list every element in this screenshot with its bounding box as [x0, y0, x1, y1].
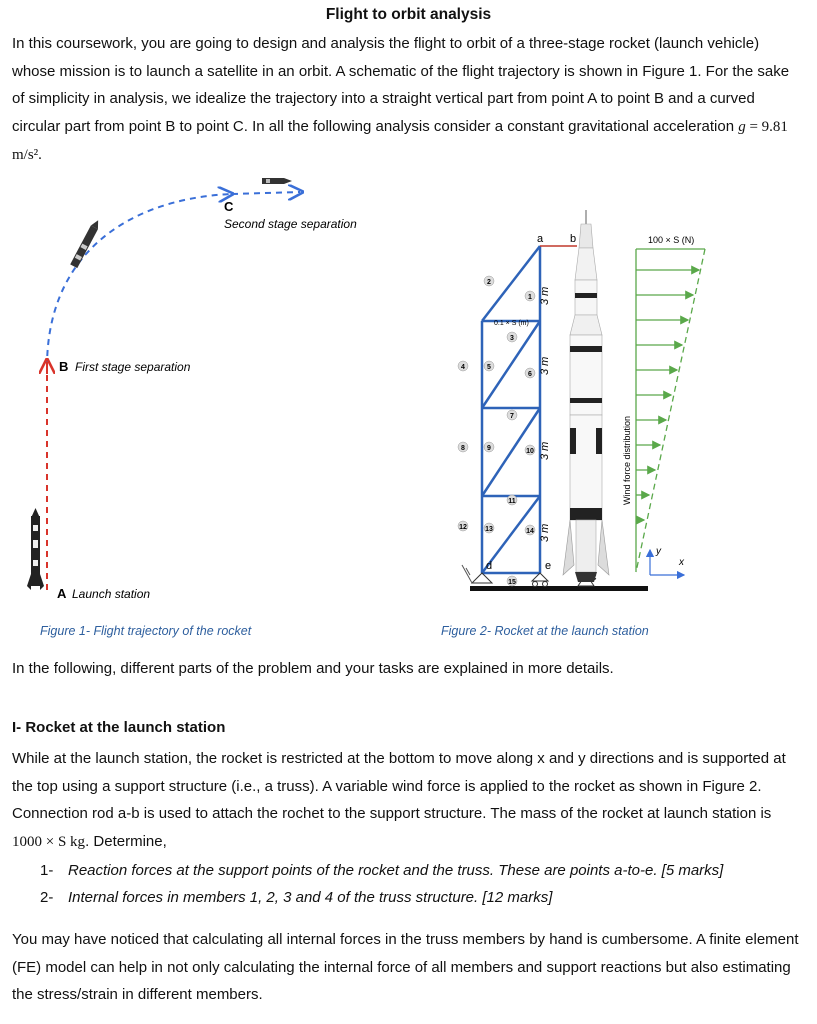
task-list — [40, 857, 810, 911]
node-d: d — [486, 560, 493, 572]
g-symbol: g — [738, 118, 746, 135]
height-label-4: 3 m — [539, 523, 551, 542]
g-value: = 9.81 m/s². — [12, 118, 788, 163]
section1-paragraph — [12, 745, 802, 856]
coordinate-axes — [650, 546, 685, 575]
figure1-trajectory — [27, 178, 357, 638]
member-10: 10 — [526, 448, 534, 455]
wind-top-label: 100 × S (N) — [648, 235, 695, 245]
upper-stage-icon — [262, 178, 292, 184]
member-4: 4 — [461, 364, 465, 371]
height-label-2: 3 m — [539, 356, 551, 375]
following-text: In the following, different parts of the problem and your tasks are explained in more details. — [12, 660, 614, 677]
mass-value: 1000 × S kg — [12, 833, 86, 850]
section1-heading: I- Rocket at the launch station — [12, 719, 226, 736]
member-15: 15 — [508, 579, 516, 586]
axis-y-label: y — [656, 546, 661, 557]
axis-x-label: x — [679, 557, 684, 568]
wind-axis-label: Wind force distribution — [622, 415, 632, 505]
task-item-1 — [40, 857, 810, 884]
rocket-launch-icon — [27, 508, 44, 590]
node-a: a — [537, 233, 544, 245]
height-label-3: 3 m — [539, 441, 551, 460]
task-1-text: Reaction forces at the support points of the rocket and the truss. These are points a-to-e. [5 marks] — [68, 862, 724, 879]
intro-text: In this coursework, you are going to design and analysis the flight to orbit of a three-stage rocket (launch vehicle) whose mission is to launch a satellite in an orbit. A schematic of the flight trajectory is shown in Figure 1. For the sake of simplicity in analysis, we idealize the trajectory into a straight vertical part from point A to point B and a curved circular part from point B to point C. In all the following analysis consider a constant gravitational acceleration — [12, 35, 790, 135]
member-13: 13 — [485, 526, 493, 533]
member-1: 1 — [528, 294, 532, 301]
member-3: 3 — [510, 335, 514, 342]
member-11: 11 — [508, 498, 516, 505]
figure2-launch-station — [441, 210, 705, 638]
height-label-1: 3 m — [539, 286, 551, 305]
node-b: b — [570, 233, 577, 245]
member-9: 9 — [487, 445, 491, 452]
figure2-caption: Figure 2- Rocket at the launch station — [441, 624, 649, 638]
node-e: e — [545, 560, 552, 572]
label-c-text: Second stage separation — [224, 217, 357, 231]
page-title: Flight to orbit analysis — [325, 6, 492, 23]
member-14: 14 — [526, 528, 534, 535]
fe-paragraph: You may have noticed that calculating all internal forces in the truss members by hand is cumbersome. A finite element (FE) model can help in not only calculating the internal force of all members and support reactions but also estimating the stress/strain in different members. — [12, 931, 799, 1003]
section1-text: While at the launch station, the rocket is restricted at the bottom to move along x and y directions and is supported at the top using a support structure (i.e., a truss). A variable wind force is applied to the rocket as shown in Figure 2. Connection rod a-b is used to attach the rochet to the support structure. The mass of the rocket at launch station is — [12, 750, 786, 822]
member-8: 8 — [461, 445, 465, 452]
support-e — [532, 573, 548, 587]
label-a-text: Launch station — [72, 587, 151, 601]
task-2-text: Internal forces in members 1, 2, 3 and 4 of the truss structure. [12 marks] — [68, 889, 553, 906]
wind-force-distribution — [636, 249, 705, 572]
offset-label: 0.1 × S (m) — [494, 320, 529, 327]
intro-paragraph — [12, 30, 802, 170]
task-2-number: 2- — [40, 889, 54, 906]
figure1-caption: Figure 1- Flight trajectory of the rocket — [40, 624, 252, 638]
task-item-2 — [40, 884, 810, 911]
section1-text-end: . Determine, — [85, 832, 167, 850]
task-1-number: 1- — [40, 862, 54, 879]
label-a: A — [57, 586, 67, 601]
label-b: B — [59, 359, 69, 374]
label-b-text: First stage separation — [75, 360, 191, 374]
label-c: C — [224, 199, 234, 214]
member-7: 7 — [510, 413, 514, 420]
rocket-on-pad-icon — [563, 210, 609, 582]
member-5: 5 — [487, 364, 491, 371]
member-2: 2 — [487, 279, 491, 286]
member-6: 6 — [528, 371, 532, 378]
member-12: 12 — [459, 524, 467, 531]
figures-area — [0, 170, 817, 638]
